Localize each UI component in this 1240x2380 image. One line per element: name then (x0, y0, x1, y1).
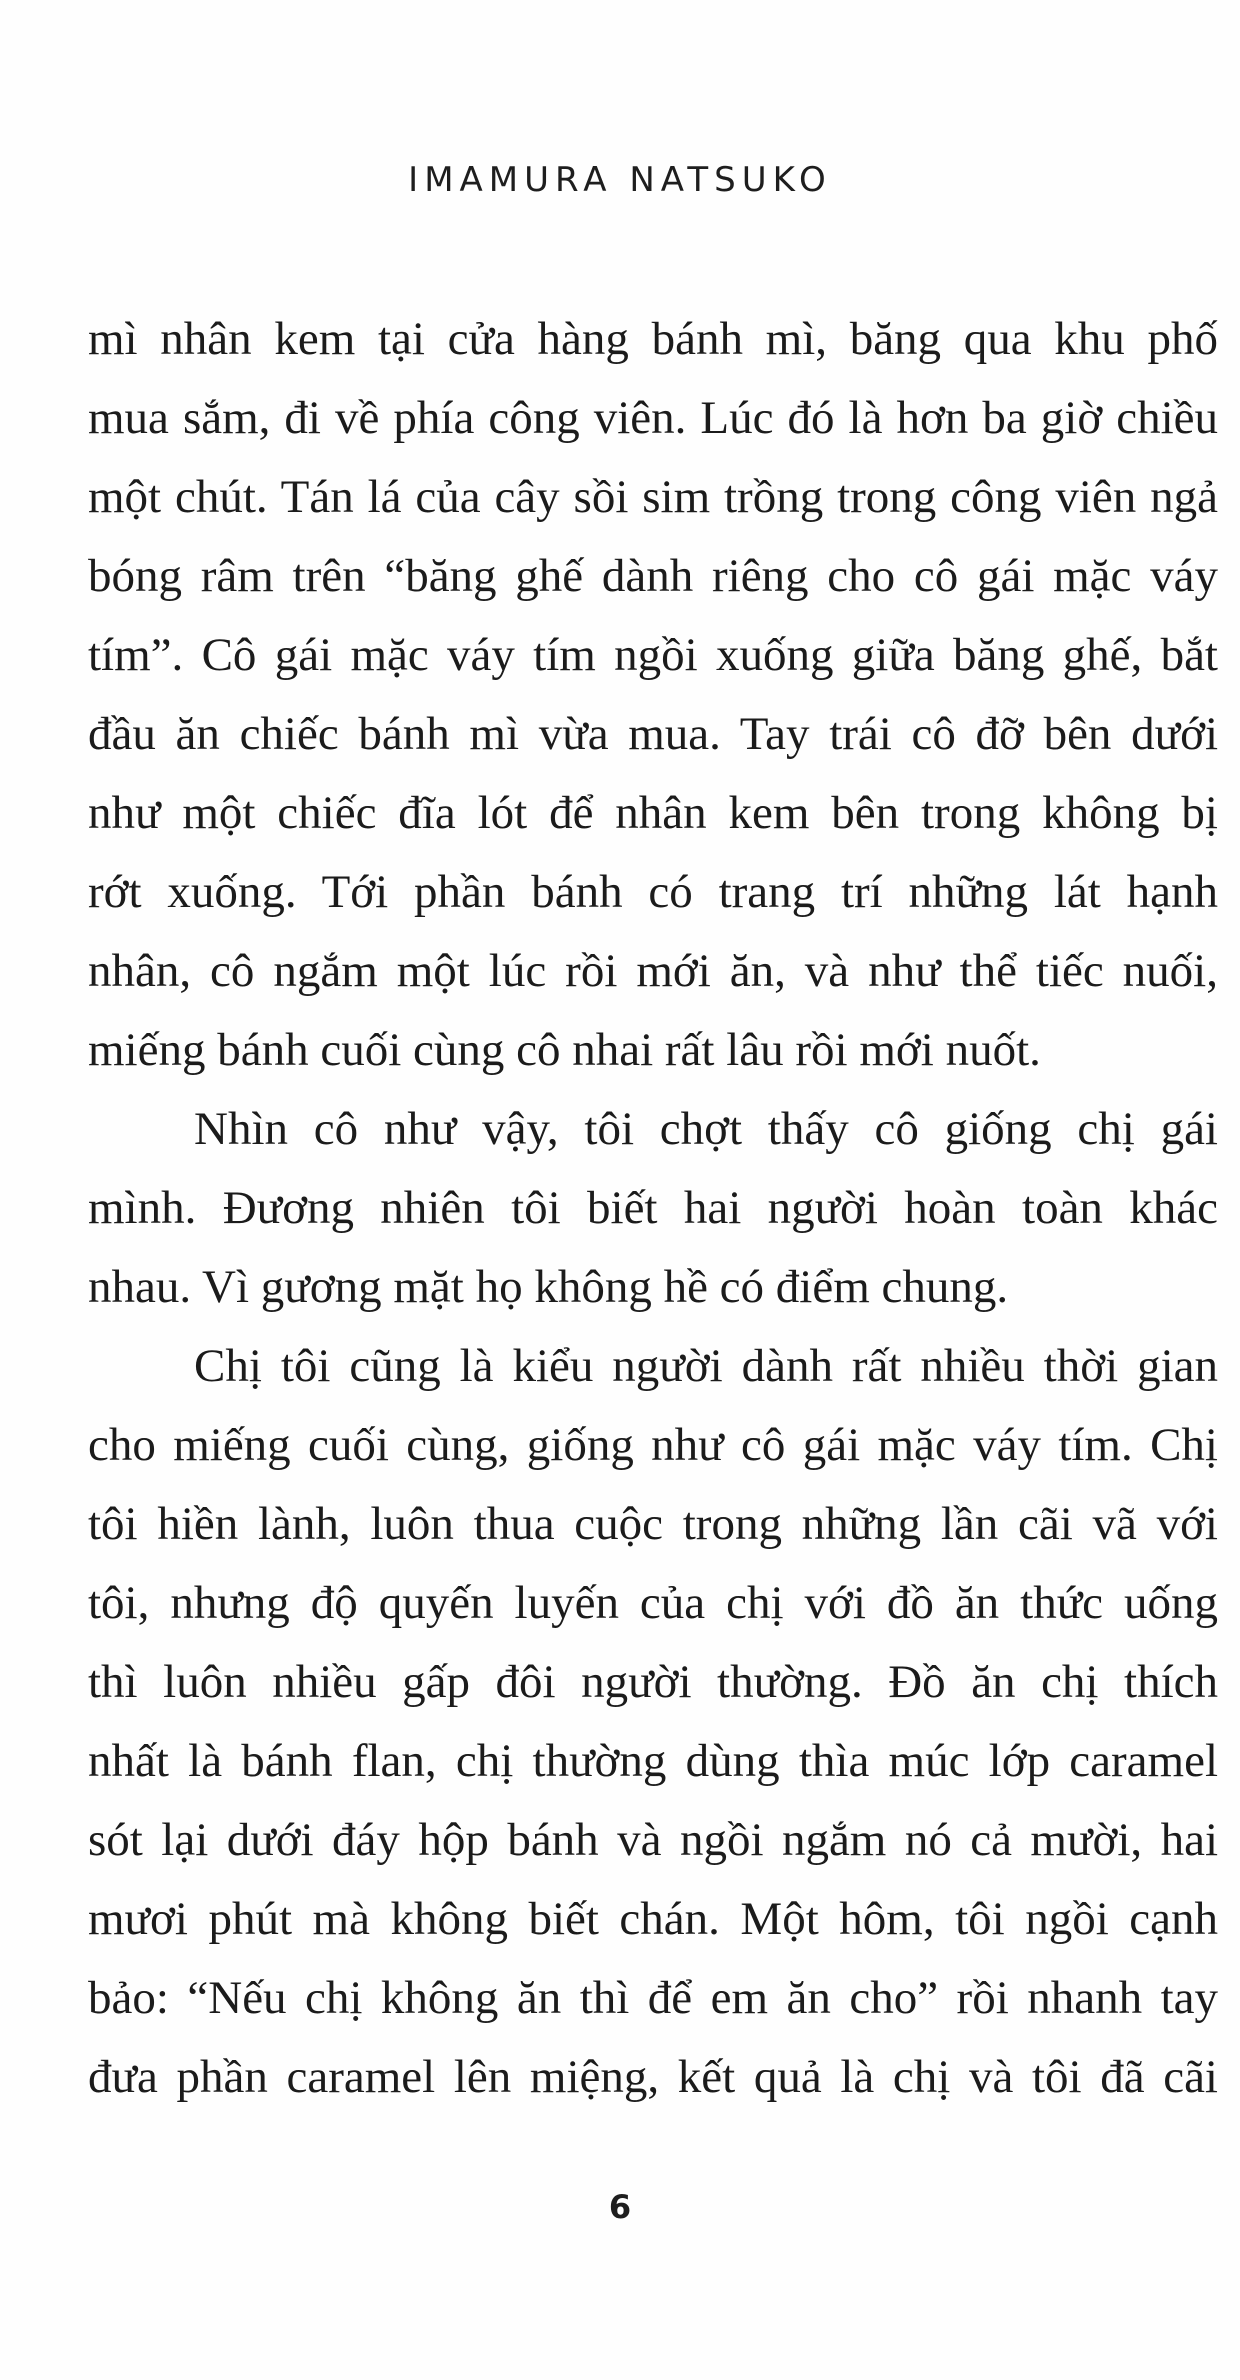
paragraph-2 (88, 1090, 1218, 1327)
body-text (88, 300, 1218, 2117)
text-line: tím”. Cô gái mặc váy tím ngồi xuống giữa băng ghế, bắt (88, 629, 1218, 681)
paragraph-1 (88, 300, 1218, 1090)
text-line: mì nhân kem tại cửa hàng bánh mì, băng qua khu phố (88, 313, 1218, 365)
text-line: như một chiếc đĩa lót để nhân kem bên trong không bị (88, 787, 1218, 839)
text-line: nhân, cô ngắm một lúc rồi mới ăn, và như thể tiếc nuối, (88, 945, 1218, 997)
text-line: cho miếng cuối cùng, giống như cô gái mặc váy tím. Chị (88, 1419, 1218, 1471)
paragraph-3 (88, 1327, 1218, 2117)
text-line: bóng râm trên “băng ghế dành riêng cho cô gái mặc váy (88, 550, 1218, 602)
text-line: mình. Đương nhiên tôi biết hai người hoàn toàn khác (88, 1182, 1218, 1234)
text-line: rớt xuống. Tới phần bánh có trang trí những lát hạnh (88, 866, 1218, 918)
text-line: Chị tôi cũng là kiểu người dành rất nhiều thời gian (194, 1340, 1218, 1392)
text-line: bảo: “Nếu chị không ăn thì để em ăn cho” rồi nhanh tay (88, 1972, 1218, 2024)
text-line: tôi hiền lành, luôn thua cuộc trong những lần cãi vã với (88, 1498, 1218, 1550)
text-line: đưa phần caramel lên miệng, kết quả là chị và tôi đã cãi (88, 2051, 1218, 2103)
running-header-author: IMAMURA NATSUKO (408, 160, 832, 200)
text-line: thì luôn nhiều gấp đôi người thường. Đồ ăn chị thích (88, 1656, 1218, 1708)
text-line: nhất là bánh flan, chị thường dùng thìa múc lớp caramel (88, 1735, 1218, 1787)
text-line: mua sắm, đi về phía công viên. Lúc đó là hơn ba giờ chiều (88, 392, 1218, 444)
text-line: đầu ăn chiếc bánh mì vừa mua. Tay trái cô đỡ bên dưới (88, 708, 1218, 760)
text-line: Nhìn cô như vậy, tôi chợt thấy cô giống chị gái (194, 1103, 1218, 1155)
text-line: nhau. Vì gương mặt họ không hề có điểm chung. (88, 1261, 1009, 1313)
text-line: tôi, nhưng độ quyến luyến của chị với đồ ăn thức uống (88, 1577, 1218, 1629)
text-line: sót lại dưới đáy hộp bánh và ngồi ngắm nó cả mười, hai (88, 1814, 1218, 1866)
text-line: miếng bánh cuối cùng cô nhai rất lâu rồi mới nuốt. (88, 1024, 1041, 1076)
text-line: mươi phút mà không biết chán. Một hôm, tôi ngồi cạnh (88, 1893, 1218, 1945)
page-number: 6 (608, 2188, 632, 2226)
text-line: một chút. Tán lá của cây sồi sim trồng trong công viên ngả (88, 471, 1218, 523)
